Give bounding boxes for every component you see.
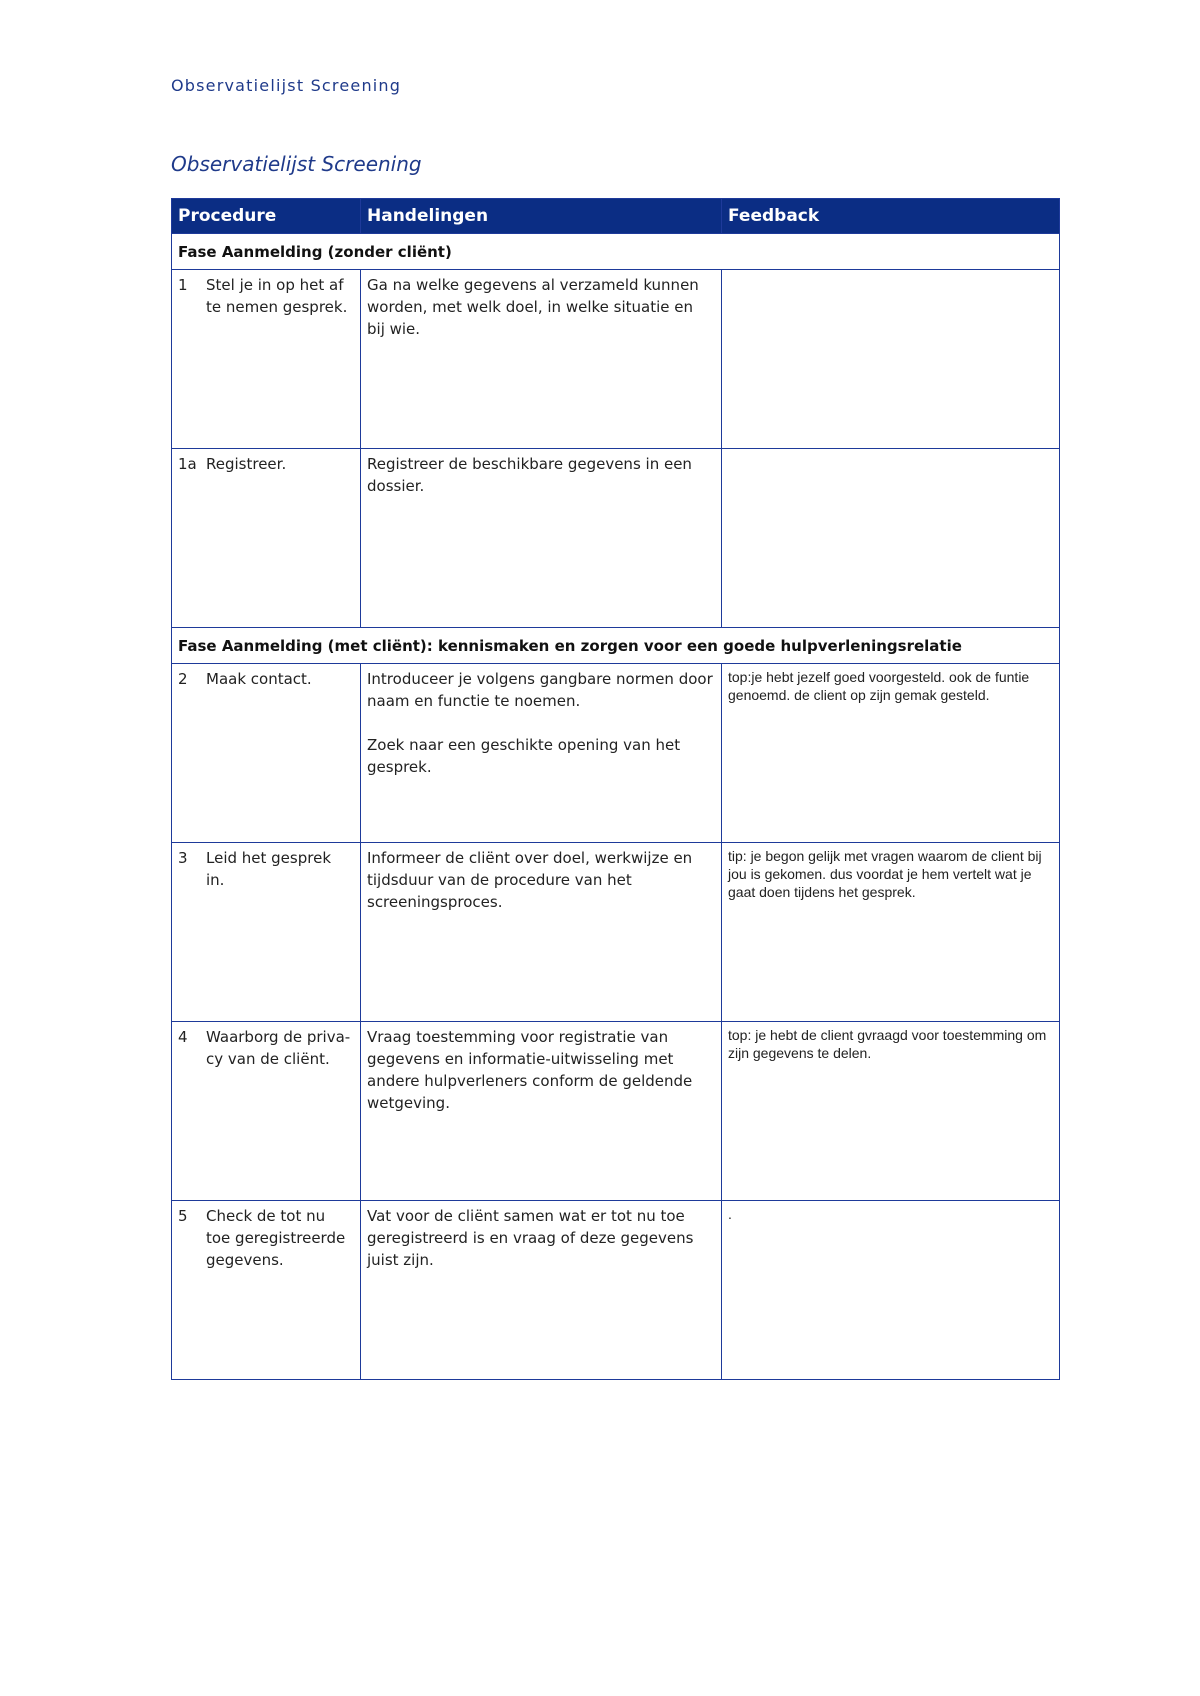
action-text: Informeer de cliënt over doel, werkwijze en tijdsduur van de procedure van het screeningsproces. xyxy=(367,849,693,911)
feedback-cell[interactable]: top: je hebt de client gvraagd voor toestemming om zijn gegevens te delen. xyxy=(722,1022,1060,1201)
action-text: Zoek naar een geschikte opening van het gesprek. xyxy=(367,736,681,776)
feedback-cell[interactable] xyxy=(722,270,1060,449)
observation-table xyxy=(171,198,1060,1380)
table-row xyxy=(172,1022,1060,1201)
procedure-text: Maak contact. xyxy=(206,670,312,688)
table-row xyxy=(172,270,1060,449)
procedure-text: Check de tot nu toe geregistreerde gegevens. xyxy=(206,1207,346,1269)
table-row xyxy=(172,843,1060,1022)
phase-title: Fase Aanmelding (met cliënt): kennismaken en zorgen voor een goede hulpverleningsrelatie xyxy=(172,628,1060,664)
action-text: Vraag toestemming voor registratie van gegevens en informatie-uitwisseling met andere hulpverleners conform de geldende wetgeving. xyxy=(367,1028,693,1112)
table-row xyxy=(172,449,1060,628)
actions-cell xyxy=(361,1022,722,1201)
action-text: Registreer de beschikbare gegevens in een dossier. xyxy=(367,455,692,495)
running-header: Observatielijst Screening xyxy=(171,76,402,95)
procedure-cell xyxy=(172,449,361,628)
procedure-cell xyxy=(172,1022,361,1201)
step-number: 4 xyxy=(178,1028,188,1046)
column-header-handelingen: Handelingen xyxy=(361,199,722,234)
column-header-procedure: Procedure xyxy=(172,199,361,234)
phase-title: Fase Aanmelding (zonder cliënt) xyxy=(172,234,1060,270)
document-title: Observatielijst Screening xyxy=(171,152,422,176)
feedback-cell[interactable]: top:je hebt jezelf goed voorgesteld. ook de funtie genoemd. de client op zijn gemak gesteld. xyxy=(722,664,1060,843)
step-number: 1a xyxy=(178,455,197,473)
phase-row xyxy=(172,234,1060,270)
action-text: Vat voor de cliënt samen wat er tot nu toe geregistreerd is en vraag of deze gegevens juist zijn. xyxy=(367,1207,694,1269)
procedure-text: Registreer. xyxy=(206,455,287,473)
phase-row xyxy=(172,628,1060,664)
actions-cell xyxy=(361,449,722,628)
procedure-text: Stel je in op het af te nemen gesprek. xyxy=(206,276,348,316)
action-text: Ga na welke gegevens al verzameld kunnen worden, met welk doel, in welke situatie en bij wie. xyxy=(367,276,699,338)
procedure-text: Leid het gesprek in. xyxy=(206,849,332,889)
feedback-cell[interactable]: tip: je begon gelijk met vragen waarom de client bij jou is gekomen. dus voordat je hem vertelt wat je gaat doen tijdens het gesprek. xyxy=(722,843,1060,1022)
procedure-cell xyxy=(172,270,361,449)
procedure-cell xyxy=(172,1201,361,1380)
step-number: 2 xyxy=(178,670,188,688)
actions-cell xyxy=(361,1201,722,1380)
column-header-feedback: Feedback xyxy=(722,199,1060,234)
feedback-cell[interactable] xyxy=(722,449,1060,628)
actions-cell xyxy=(361,270,722,449)
procedure-cell xyxy=(172,664,361,843)
procedure-cell xyxy=(172,843,361,1022)
action-text: Introduceer je volgens gangbare normen door naam en functie te noemen. xyxy=(367,670,713,710)
step-number: 3 xyxy=(178,849,188,867)
actions-cell xyxy=(361,664,722,843)
table-row xyxy=(172,664,1060,843)
step-number: 1 xyxy=(178,276,188,294)
actions-cell xyxy=(361,843,722,1022)
step-number: 5 xyxy=(178,1207,188,1225)
feedback-cell[interactable]: . xyxy=(722,1201,1060,1380)
table-header-row xyxy=(172,199,1060,234)
table-row xyxy=(172,1201,1060,1380)
procedure-text: Waarborg de priva-cy van de cliënt. xyxy=(206,1028,351,1068)
